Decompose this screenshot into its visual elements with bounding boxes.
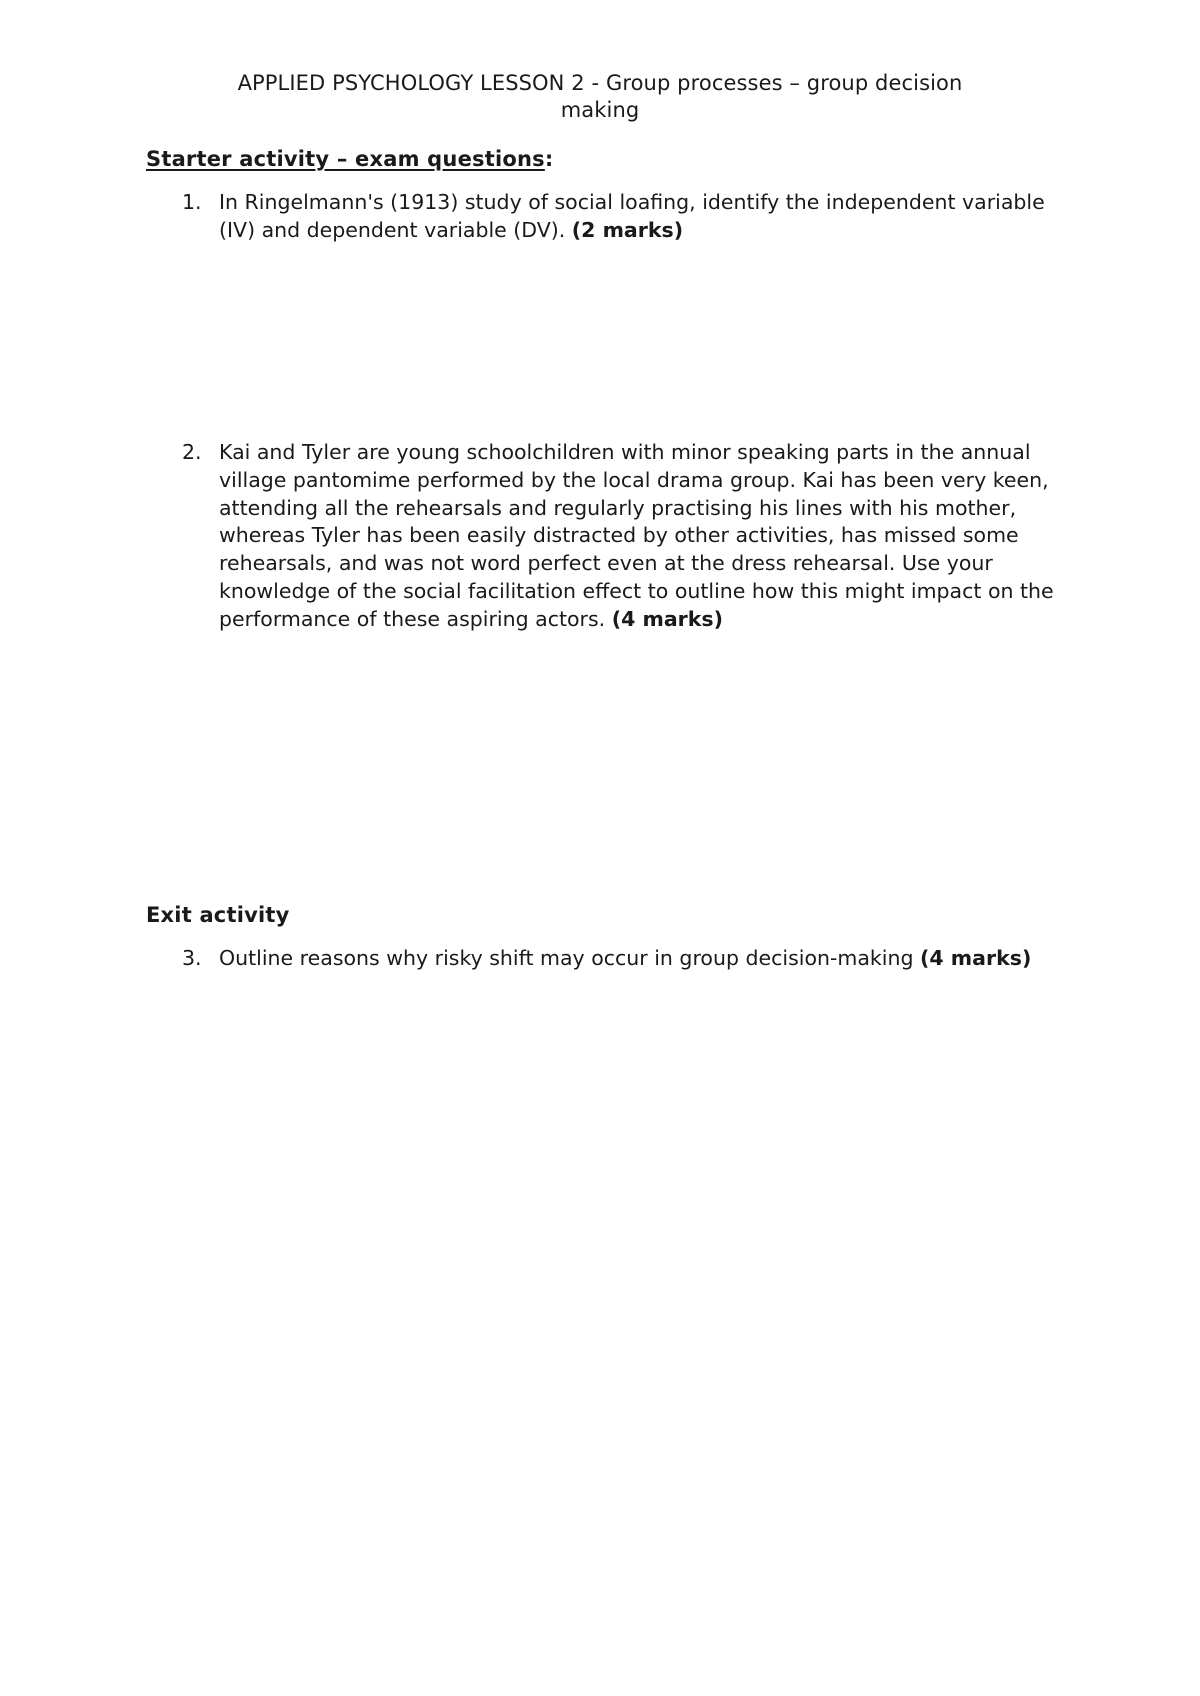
question-3	[146, 945, 1066, 973]
starter-heading-text: Starter activity – exam questions	[146, 147, 545, 171]
question-number: 2.	[182, 440, 202, 464]
question-text: Kai and Tyler are young schoolchildren with minor speaking parts in the annual village pantomime performed by the local drama group. Kai has been very keen, attending all the rehearsals and regularly practising his lines with his mother, whereas Tyler has been easily distracted by other activities, has missed some rehearsals, and was not word perfect even at the dress rehearsal. Use your knowledge of the social facilitation effect to outline how this might impact on the performance of these aspiring actors.	[219, 440, 1054, 631]
exit-heading	[146, 902, 290, 929]
exit-heading-text: Exit activity	[146, 903, 290, 927]
question-text-block	[219, 189, 1066, 245]
title-line-1: APPLIED PSYCHOLOGY LESSON 2 - Group processes – group decision	[237, 71, 963, 95]
question-text: Outline reasons why risky shift may occur in group decision-making	[219, 946, 914, 970]
question-text-block	[219, 945, 1066, 973]
question-number: 1.	[182, 190, 202, 214]
question-marks: (4 marks)	[611, 606, 723, 631]
question-number: 3.	[182, 946, 202, 970]
question-marks: (2 marks)	[571, 217, 684, 242]
document-title	[146, 70, 1054, 124]
question-2	[146, 439, 1066, 634]
title-line-2: making	[560, 98, 640, 122]
question-1	[146, 189, 1066, 245]
starter-heading	[146, 146, 553, 173]
question-text-block	[219, 439, 1066, 634]
question-text: In Ringelmann's (1913) study of social loafing, identify the independent variable (IV) and dependent variable (DV).	[219, 190, 1045, 242]
question-marks: (4 marks)	[920, 946, 1032, 970]
starter-heading-colon: :	[544, 147, 554, 171]
